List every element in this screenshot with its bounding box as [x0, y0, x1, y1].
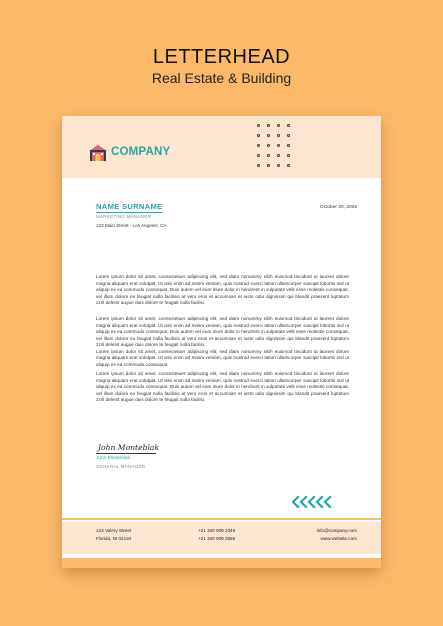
- dot: [287, 134, 290, 137]
- footer-address-line2: Florida, NI 02134: [96, 536, 132, 541]
- signatory-title: GENERAL MANAGER: [96, 464, 146, 469]
- dot: [267, 164, 270, 167]
- footer-contact: [317, 527, 357, 543]
- company-name: COMPANY: [111, 146, 171, 158]
- signature-line: [96, 453, 156, 454]
- dot: [267, 134, 270, 137]
- dot: [257, 134, 260, 137]
- dot: [267, 124, 270, 127]
- dot: [287, 154, 290, 157]
- footer-phone-1: +21 340 009 2346: [198, 528, 236, 533]
- dot: [277, 134, 280, 137]
- dot: [257, 164, 260, 167]
- footer-phones: [198, 527, 235, 543]
- signatory-name: John Monteblak: [96, 456, 130, 461]
- dot: [287, 144, 290, 147]
- sender-name: NAME SURNAME: [96, 202, 163, 211]
- body-paragraph-2: Lorem ipsum dolor sit amet, consectetuer adipiscing elit, sed diam nonummy nibh euismod tincidunt ut laoreet dolore magna aliquam erat volutpat. Ut wisi enim ad minim veniam, quis nostrud exerci tation ullamcorper suscipit lobortis nisl ut aliquip ex ea commodo consequat. Duis autem vel eum iriure dolor in hendrerit in vulputate velit esse molestie consequat, vel illum dolore eu feugiat nulla facilisis at vero eros et accumsan et iusto odio dignissim qui blandit praesent luptatum zzril delenit augue duis dolore te feugait nulla facilisi. Lorem ipsum dolor sit amet, consectetuer adipiscing elit, sed diam nonummy nibh euismod tincidunt ut laoreet dolore magna aliquam erat volutpat. Ut wisi enim ad minim veniam, quis nostrud exerci tation ullamcorper suscipit lobortis nisl ut aliquip ex ea commodo consequat.: [96, 316, 349, 367]
- dot: [287, 124, 290, 127]
- header-band: [62, 116, 381, 178]
- dot: [267, 154, 270, 157]
- footer-email: info@company.com: [316, 528, 357, 533]
- sender-role: MARKETING MANAGER: [96, 214, 152, 219]
- dot: [257, 144, 260, 147]
- page-subtitle: Real Estate & Building: [151, 70, 292, 86]
- dot: [277, 164, 280, 167]
- body-paragraph-3: Lorem ipsum dolor sit amet, consectetuer adipiscing elit, sed diam nonummy nibh euismod tincidunt ut laoreet dolore magna aliquam erat volutpat. Ut wisi enim ad minim veniam, quis nostrud exerci tation ullamcorper suscipit lobortis nisl ut aliquip ex ea commodo consequat. Duis autem vel eum iriure dolor in hendrerit in vulputate velit esse molestie consequat, vel illum dolore eu feugiat nulla facilisis at vero eros et accumsan et iusto odio dignissim qui blandit praesent luptatum zzril delenit augue duis dolore te feugait nulla facilisi.: [96, 371, 349, 402]
- signature-script: John Monteblak: [98, 443, 160, 452]
- house-icon: [87, 144, 109, 162]
- body-paragraph-1: Lorem ipsum dolor sit amet, consectetuer adipiscing elit, sed diam nonummy nibh euismod tincidunt ut laoreet dolore magna aliquam erat volutpat. Ut wisi enim ad minim veniam, quis nostrud exerci tation ullamcorper suscipit lobortis nisl ut aliquip ex ea commodo consequat. Duis autem vel eum iriure dolor in hendrerit in vulputate velit esse molestie consequat, vel illum dolore eu feugiat nulla facilisis at vero eros et accumsan et iusto odio dignissim qui blandit praesent luptatum zzril delenit augue duis dolore te feugait nulla facilisi.: [96, 274, 349, 305]
- footer-divider: [62, 518, 381, 520]
- dot: [287, 164, 290, 167]
- footer-phone-2: +21 340 009 2555: [198, 536, 236, 541]
- page-title: LETTERHEAD: [152, 46, 291, 68]
- dot: [277, 144, 280, 147]
- dot: [257, 154, 260, 157]
- letterhead-sheet: [62, 116, 381, 568]
- sender-address: 123 Main Street - Los Angeles, CA: [96, 223, 167, 228]
- footer-website: www.website.com: [320, 536, 357, 541]
- footer-address-line1: 123 Valery Street: [96, 528, 132, 533]
- dot: [267, 144, 270, 147]
- footer-bottom-bar: [62, 558, 381, 568]
- dot: [257, 124, 260, 127]
- letter-date: October 20, 2026: [319, 205, 357, 210]
- footer-address: [96, 527, 131, 543]
- chevron-arrows-icon: [292, 496, 336, 508]
- dot: [277, 154, 280, 157]
- dot: [277, 124, 280, 127]
